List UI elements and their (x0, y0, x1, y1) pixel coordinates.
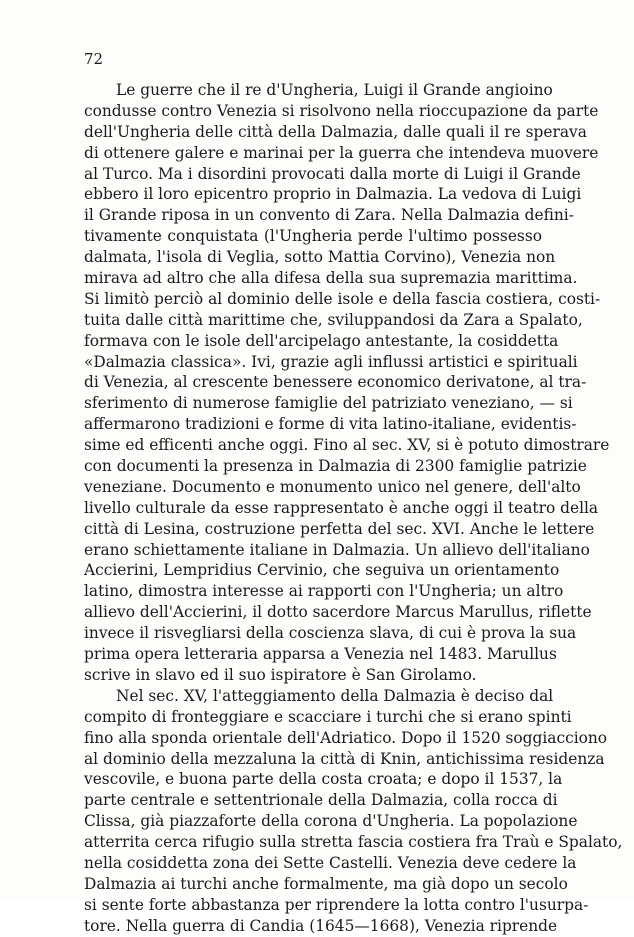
paragraph-1-line: veneziane. Documento e monumento unico nel genere, dell'alto (84, 477, 581, 496)
paragraph-2-line: fino alla sponda orientale dell'Adriatico. Dopo il 1520 soggiacciono (84, 728, 608, 747)
paragraph-2-line: atterrita cerca rifugio sulla stretta fascia costiera fra Traù e Spalato, (84, 833, 623, 852)
paragraph-2-line: vescovile, e buona parte della costa croata; e dopo il 1537, la (84, 770, 563, 789)
paragraph-1-line: con documenti la presenza in Dalmazia di 2300 famiglie patrizie (84, 457, 587, 476)
paragraph-1-line: formava con le isole dell'arcipelago antestante, la cosiddetta (84, 331, 559, 350)
paragraph-1-line: Si limitò perciò al dominio delle isole e della fascia costiera, costi- (84, 289, 601, 308)
paragraph-1-last-line: scrive in slavo ed il suo ispiratore è San Girolamo. (84, 665, 477, 684)
paragraph-1-line: di Venezia, al crescente benessere economico derivatone, al tra- (84, 373, 587, 392)
paragraph-1-line: il Grande riposa in un convento di Zara. Nella Dalmazia defini- (84, 206, 574, 225)
paragraph-1-line: allievo dell'Accierini, il dotto sacerdore Marcus Marullus, riflette (84, 603, 592, 622)
paragraph-1-line: città di Lesina, costruzione perfetta del sec. XVI. Anche le lettere (84, 519, 595, 538)
page-number: 72 (84, 50, 104, 68)
paragraph-1-line: dalmata, l'isola di Veglia, sotto Mattia Corvino), Venezia non (84, 248, 556, 267)
paragraph-1-line: dell'Ungheria delle città della Dalmazia, dalle quali il re sperava (84, 122, 587, 141)
paragraph-1-line: erano schiettamente italiane in Dalmazia. Un allievo dell'italiano (84, 540, 590, 559)
paragraph-1-line: sime ed efficenti anche oggi. Fino al sec. XV, si è potuto dimostrare (84, 436, 610, 455)
paragraph-1-line: affermarono tradizioni e forme di vita latino-italiane, evidentis- (84, 415, 577, 434)
paragraph-1-line: Accierini, Lempridius Cervinio, che seguiva un orientamento (84, 561, 560, 580)
body-text (84, 80, 623, 937)
paragraph-2-line: Clissa, già piazzaforte della corona d'Ungheria. La popolazione (84, 812, 578, 831)
paragraph-2-line: Dalmazia ai turchi anche formalmente, ma già dopo un secolo (84, 874, 568, 893)
paragraph-1-line: al Turco. Ma i disordini provocati dalla morte di Luigi il Grande (84, 164, 581, 183)
paragraph-2-line: compito di fronteggiare e scacciare i turchi che si erano spinti (84, 707, 572, 726)
paragraph-2-line: parte centrale e settentrionale della Dalmazia, colla rocca di (84, 791, 558, 810)
paragraph-1-line: condusse contro Venezia si risolvono nella rioccupazione da parte (84, 101, 599, 120)
paragraph-1-line: ebbero il loro epicentro proprio in Dalmazia. La vedova di Luigi (84, 185, 582, 204)
paragraph-2-line: al dominio della mezzaluna la città di Knin, antichissima residenza (84, 749, 605, 768)
paragraph-1-line: tivamente conquistata (l'Ungheria perde l'ultimo possesso (84, 227, 542, 246)
paragraph-2-line: tore. Nella guerra di Candia (1645—1668), Venezia riprende (84, 916, 558, 935)
paragraph-2-line: Nel sec. XV, l'atteggiamento della Dalmazia è deciso dal (116, 686, 554, 705)
paragraph-2-line: nella cosiddetta zona dei Sette Castelli. Venezia deve cedere la (84, 853, 577, 872)
paragraph-1-line: invece il risvegliarsi della coscienza slava, di cui è prova la sua (84, 624, 577, 643)
paragraph-1-line: «Dalmazia classica». Ivi, grazie agli influssi artistici e spirituali (84, 352, 578, 371)
paragraph-1-line: prima opera letteraria apparsa a Venezia nel 1483. Marullus (84, 645, 557, 664)
paragraph-1-line: Le guerre che il re d'Ungheria, Luigi il Grande angioino (116, 81, 553, 99)
paragraph-1-line: tuita dalle città marittime che, sviluppandosi da Zara a Spalato, (84, 310, 583, 329)
paragraph-1-line: mirava ad altro che alla difesa della sua supremazia marittima. (84, 269, 578, 288)
paragraph-2-line: si sente forte abbastanza per riprendere la lotta contro l'usurpa- (84, 895, 589, 914)
paragraph-1-line: sferimento di numerose famiglie del patriziato veneziano, — si (84, 394, 573, 413)
paragraph-1-line: latino, dimostra interesse ai rapporti con l'Ungheria; un altro (84, 582, 564, 601)
paragraph-1-line: livello culturale da esse rappresentato è anche oggi il teatro della (84, 498, 599, 517)
paragraph-1-line: di ottenere galere e marinai per la guerra che intendeva muovere (84, 143, 599, 162)
